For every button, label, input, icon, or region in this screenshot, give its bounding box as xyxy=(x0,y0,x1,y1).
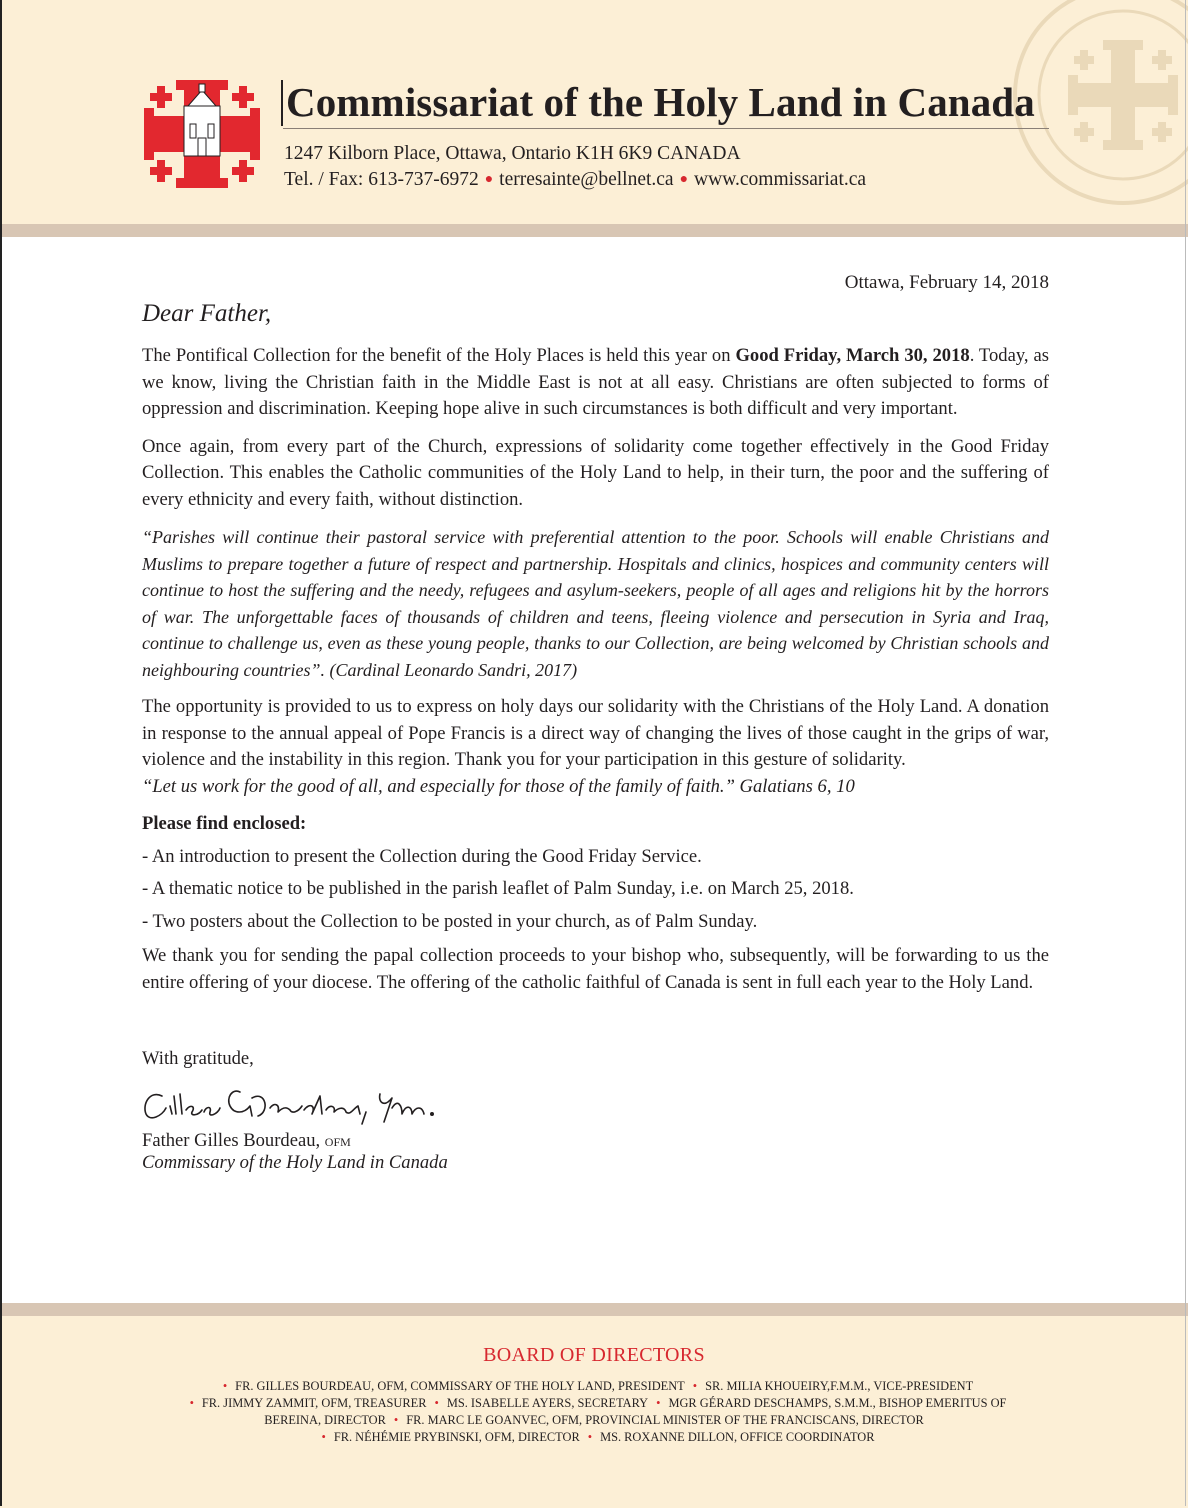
signer-name: Father Gilles Bourdeau, ofm xyxy=(142,1130,351,1151)
paragraph-2: Once again, from every part of the Church, expressions of solidarity come together effectively in the Good Friday Collection. This enables the Catholic communities of the Holy Land to help, in their turn, the poor and the suffering of every ethnicity and every faith, without distinction. xyxy=(142,435,1049,510)
bullet-icon: • xyxy=(434,1396,439,1410)
address-line: 1247 Kilborn Place, Ottawa, Ontario K1H 6K9 CANADA xyxy=(284,143,741,164)
board-title: BOARD OF DIRECTORS xyxy=(483,1344,705,1366)
board-line: • FR. NÉHÉMIE PRYBINSKI, OFM, DIRECTOR • MS. ROXANNE DILLON, OFFICE COORDINATOR xyxy=(321,1430,875,1444)
closing: With gratitude, xyxy=(142,1048,254,1069)
website-link[interactable]: www.commissariat.ca xyxy=(694,169,867,190)
letterhead xyxy=(0,0,1188,224)
paragraph-1: The Pontifical Collection for the benefit of the Holy Places is held this year on Good Friday, March 30, 2018. Today, as we know, living the Christian faith in the Middle East is not at all easy. Christians are often subjected to forms of oppression and discrimination. Keeping hope alive in such circumstances is both difficult and very important. xyxy=(142,345,1049,419)
bullet-icon: • xyxy=(393,1413,399,1427)
handwritten-signature xyxy=(140,1072,450,1132)
enclosed-item: - An introduction to present the Collection during the Good Friday Service. xyxy=(142,845,702,867)
signer-role: Commissary of the Holy Land in Canada xyxy=(142,1152,448,1173)
title-underline xyxy=(283,128,1049,129)
bullet-icon: • xyxy=(587,1430,593,1444)
collection-date: Good Friday, March 30, 2018 xyxy=(735,345,970,366)
enclosed-heading: Please find enclosed: xyxy=(142,813,307,834)
board-members xyxy=(130,1378,1058,1446)
bullet-icon: ● xyxy=(484,172,494,187)
paragraph-3: The opportunity is provided to us to express on holy days our solidarity with the Christians of the Holy Land. A donation in response to the annual appeal of Pope Francis is a direct way of changing the lives of those caught in the grips of war, violence and the instability in this region. Thank you for your participation in this gesture of solidarity. “Let us work for the good of all, and especially for those of the family of faith.” Galatians 6, 10 xyxy=(142,696,1049,797)
bullet-icon: • xyxy=(189,1396,194,1410)
phone-text: Tel. / Fax: 613-737-6972 xyxy=(284,169,479,190)
email-link[interactable]: terresainte@bellnet.ca xyxy=(499,169,674,190)
letter-date: Ottawa, February 14, 2018 xyxy=(844,272,1049,293)
letter-body xyxy=(142,343,1049,1007)
bullet-icon: • xyxy=(321,1430,326,1444)
paragraph-4: We thank you for sending the papal collection proceeds to your bishop who, subsequently, will be forwarding to us the entire offering of your diocese. The offering of the catholic faithful of Canada is sent in full each year to the Holy Land. xyxy=(142,945,1049,993)
title-rule xyxy=(281,80,283,126)
board-line: • FR. JIMMY ZAMMIT, OFM, TREASURER • MS. ISABELLE AYERS, SECRETARY • MGR GÉRARD DESCHAMPS, S.M.M., BISHOP EMERITUS OF xyxy=(189,1396,1007,1410)
contact-line xyxy=(284,168,866,194)
enclosed-item: - A thematic notice to be published in the parish leaflet of Palm Sunday, i.e. on March 25, 2018. xyxy=(142,878,854,899)
seal-watermark-icon xyxy=(1008,0,1188,210)
bullet-icon: • xyxy=(222,1379,228,1393)
organization-title: Commissariat of the Holy Land in Canada xyxy=(286,79,1035,125)
salutation: Dear Father, xyxy=(142,300,272,327)
sandri-quote: “Parishes will continue their pastoral service with preferential attention to the poor. Schools will enable Christians and Muslims to prepare together a future of respect and partnership. Hospitals and clinics, hospices and community centers will continue to host the suffering and the needy, refugees and asylum-seekers, people of all ages and religions hit by the horrors of war. The unforgettable faces of thousands of children and teens, fleeing violence and persecution in Syria and Iraq, continue to challenge us, even as these young people, thanks to our Collection, are being welcomed by Christian schools and neighbouring countries”. (Cardinal Leonardo Sandri, 2017) xyxy=(142,527,1049,680)
galatians-quote: “Let us work for the good of all, and especially for those of the family of faith.” Galatians 6, 10 xyxy=(142,775,855,797)
bullet-icon: • xyxy=(692,1379,698,1393)
jerusalem-cross-logo-icon xyxy=(144,80,260,188)
enclosed-item: - Two posters about the Collection to be posted in your church, as of Palm Sunday. xyxy=(142,910,758,932)
board-line: BEREINA, DIRECTOR • FR. MARC LE GOANVEC, OFM, PROVINCIAL MINISTER OF THE FRANCISCANS, DIRECTOR xyxy=(264,1413,924,1427)
board-line: • FR. GILLES BOURDEAU, OFM, COMMISSARY OF THE HOLY LAND, PRESIDENT • SR. MILIA KHOUEIRY,F.M.M., VICE-PRESIDENT xyxy=(222,1379,974,1393)
footer-band xyxy=(0,1303,1188,1316)
bullet-icon: • xyxy=(656,1396,661,1410)
bullet-icon: ● xyxy=(679,172,689,187)
header-band xyxy=(0,224,1188,237)
